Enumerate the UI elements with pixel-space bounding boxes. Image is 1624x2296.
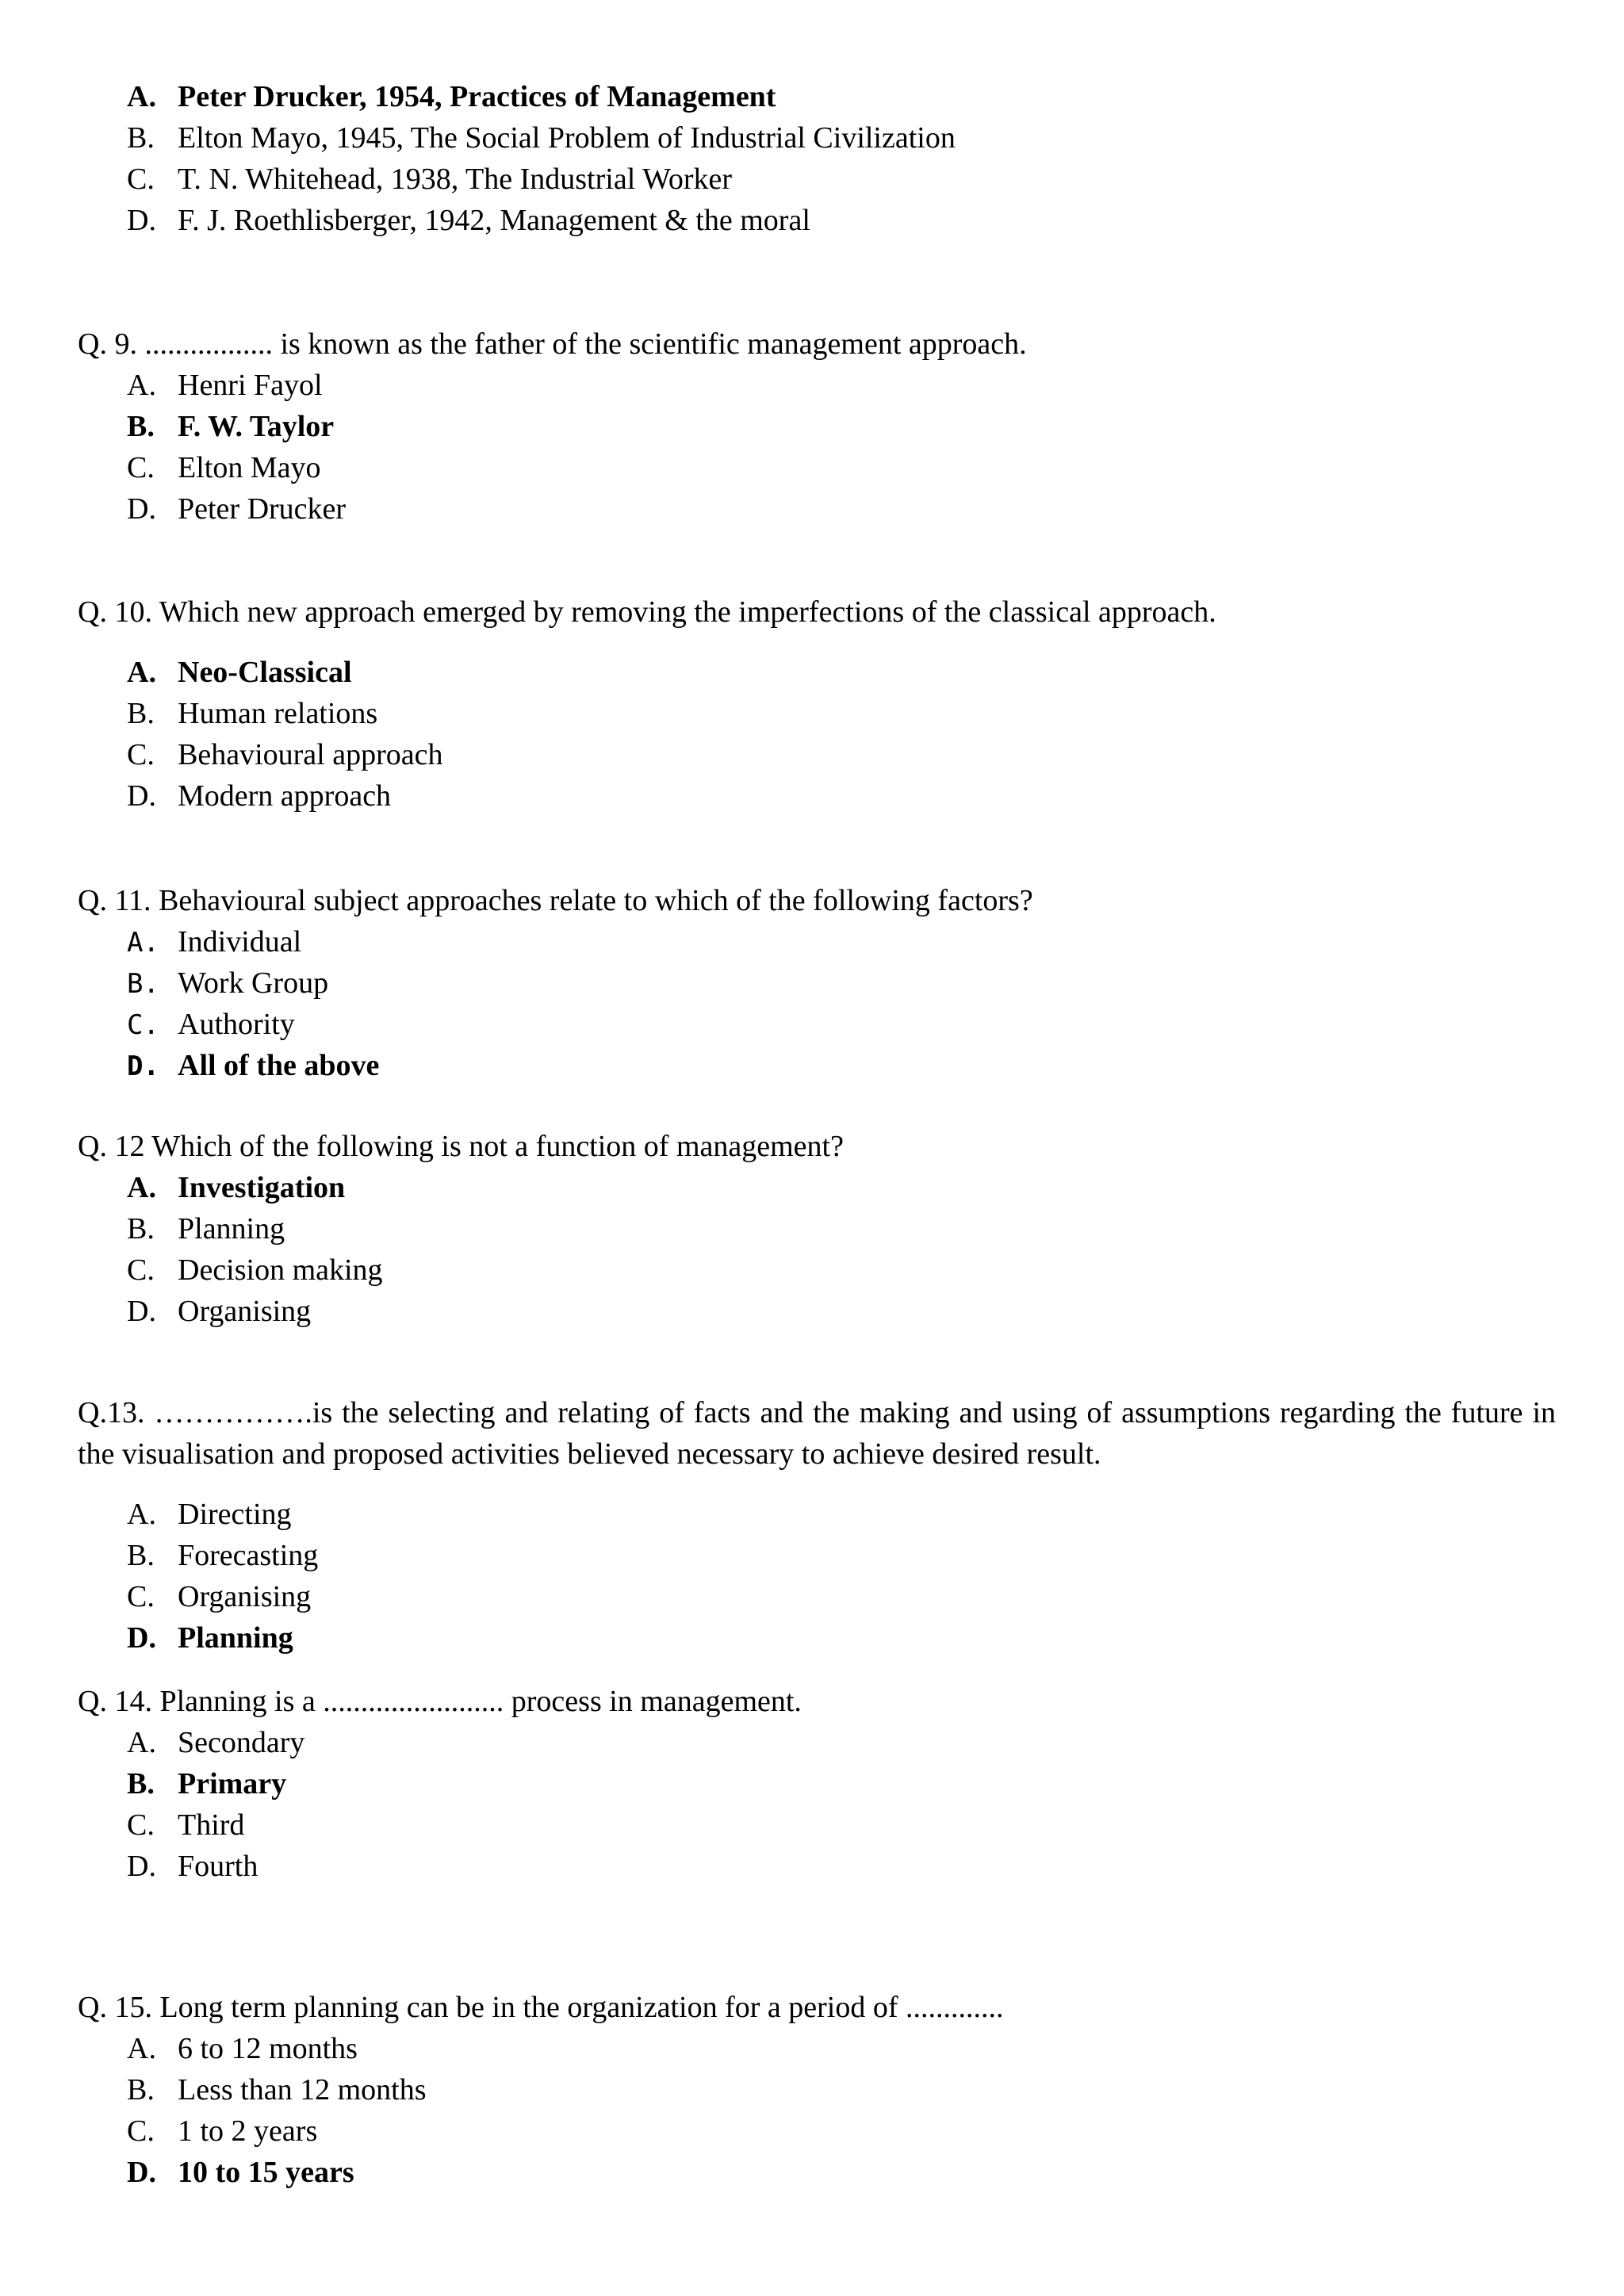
- option-text: 6 to 12 months: [178, 2032, 358, 2065]
- q11-question: Q. 11. Behavioural subject approaches relate to which of the following factors?: [78, 884, 1033, 917]
- option-text: Directing: [178, 1498, 292, 1531]
- option-text: Organising: [178, 1295, 312, 1328]
- option-letter: C.: [127, 2114, 155, 2148]
- option-letter: C.: [127, 1253, 155, 1287]
- option-letter: A.: [127, 927, 159, 959]
- option-letter: C.: [127, 1808, 155, 1842]
- q10-option-c: [127, 734, 442, 775]
- q9-options: [127, 365, 346, 530]
- option-letter: A.: [127, 80, 156, 113]
- option-text: Elton Mayo: [178, 451, 321, 484]
- q15-option-d: [127, 2152, 426, 2193]
- q12-option-c: [127, 1249, 383, 1291]
- q11-option-d: [127, 1045, 379, 1086]
- q10-option-d: [127, 775, 442, 817]
- q13-option-b: [127, 1535, 318, 1576]
- option-letter: C.: [127, 738, 155, 771]
- q15-options: [127, 2028, 426, 2193]
- q10-options: [127, 652, 442, 817]
- option-letter: C.: [127, 451, 155, 484]
- option-text: Primary: [178, 1767, 287, 1800]
- option-letter: B.: [127, 2073, 155, 2107]
- option-text: Organising: [178, 1580, 312, 1613]
- q10-question: Q. 10. Which new approach emerged by removing the imperfections of the classical approach.: [78, 595, 1216, 629]
- option-text: Peter Drucker: [178, 492, 347, 526]
- q10-option-b: [127, 693, 442, 734]
- option-letter: B.: [127, 1212, 155, 1246]
- q9-option-a: [127, 365, 346, 406]
- option-text: Planning: [178, 1621, 293, 1655]
- q14-option-a: [127, 1722, 304, 1763]
- q8-option-a: [127, 76, 956, 117]
- q8-options: [127, 76, 956, 241]
- option-letter: B.: [127, 121, 155, 155]
- option-letter: B.: [127, 1539, 155, 1572]
- q13-question: Q.13. …………….is the selecting and relating of facts and the making and using of assumptions regarding the future in the visualisation and proposed activities believed necessary to achieve desired result.: [78, 1396, 1556, 1471]
- option-letter: A.: [127, 2032, 156, 2065]
- q14-question: Q. 14. Planning is a ........................ process in management.: [78, 1685, 802, 1718]
- q13-option-d: [127, 1617, 318, 1659]
- option-letter: B.: [127, 1767, 155, 1800]
- option-letter: D.: [127, 1850, 156, 1883]
- option-text: Fourth: [178, 1850, 259, 1883]
- option-text: 1 to 2 years: [178, 2114, 318, 2148]
- q11-option-a: [127, 921, 379, 962]
- q9-question: Q. 9. ................. is known as the father of the scientific management approach.: [78, 327, 1027, 361]
- option-letter: B.: [127, 968, 159, 1000]
- option-text: Decision making: [178, 1253, 383, 1287]
- q15-option-b: [127, 2069, 426, 2110]
- q12-option-a: [127, 1167, 383, 1208]
- q9-option-c: [127, 447, 346, 488]
- q12-option-b: [127, 1208, 383, 1249]
- option-text: Work Group: [178, 966, 329, 1000]
- option-text: Neo-Classical: [178, 656, 352, 689]
- q14-option-b: [127, 1763, 304, 1804]
- option-text: F. J. Roethlisberger, 1942, Management & the moral: [178, 204, 810, 237]
- option-letter: A.: [127, 656, 156, 689]
- option-text: All of the above: [178, 1049, 380, 1082]
- option-text: Secondary: [178, 1726, 305, 1759]
- option-text: Forecasting: [178, 1539, 319, 1572]
- q12-options: [127, 1167, 383, 1332]
- q14-option-c: [127, 1804, 304, 1846]
- option-text: 10 to 15 years: [178, 2156, 354, 2189]
- q9-option-d: [127, 488, 346, 530]
- option-letter: A.: [127, 1726, 156, 1759]
- option-letter: C.: [127, 1009, 159, 1041]
- q8-option-b: [127, 117, 956, 159]
- option-letter: D.: [127, 1621, 156, 1655]
- q11-option-c: [127, 1004, 379, 1045]
- q8-option-d: [127, 200, 956, 241]
- q12-option-d: [127, 1291, 383, 1332]
- option-letter: C.: [127, 1580, 155, 1613]
- q13-option-a: [127, 1494, 318, 1535]
- option-text: Less than 12 months: [178, 2073, 427, 2107]
- q13-options: [127, 1494, 318, 1659]
- option-letter: D.: [127, 1050, 159, 1082]
- q15-option-c: [127, 2110, 426, 2152]
- q15-option-a: [127, 2028, 426, 2069]
- option-text: T. N. Whitehead, 1938, The Industrial Worker: [178, 163, 733, 196]
- option-letter: D.: [127, 779, 156, 813]
- q10-option-a: [127, 652, 442, 693]
- option-text: Human relations: [178, 697, 378, 730]
- option-text: Behavioural approach: [178, 738, 443, 771]
- option-text: Individual: [178, 925, 302, 959]
- option-text: Modern approach: [178, 779, 392, 813]
- option-letter: C.: [127, 163, 155, 196]
- q9-option-b: [127, 406, 346, 447]
- option-letter: B.: [127, 697, 155, 730]
- option-letter: D.: [127, 492, 156, 526]
- q15-question: Q. 15. Long term planning can be in the organization for a period of .............: [78, 1991, 1004, 2024]
- option-letter: D.: [127, 1295, 156, 1328]
- q11-option-b: [127, 962, 379, 1004]
- q8-option-c: [127, 159, 956, 200]
- option-text: Peter Drucker, 1954, Practices of Management: [178, 80, 776, 113]
- option-text: Elton Mayo, 1945, The Social Problem of Industrial Civilization: [178, 121, 956, 155]
- option-letter: B.: [127, 410, 155, 443]
- option-letter: A.: [127, 1498, 156, 1531]
- q14-options: [127, 1722, 304, 1887]
- option-letter: D.: [127, 204, 156, 237]
- option-letter: A.: [127, 369, 156, 402]
- option-letter: A.: [127, 1171, 156, 1204]
- q13-option-c: [127, 1576, 318, 1617]
- option-text: Authority: [178, 1008, 295, 1041]
- option-text: F. W. Taylor: [178, 410, 335, 443]
- option-letter: D.: [127, 2156, 156, 2189]
- option-text: Investigation: [178, 1171, 346, 1204]
- q11-options: [127, 921, 379, 1086]
- q14-option-d: [127, 1846, 304, 1887]
- option-text: Henri Fayol: [178, 369, 323, 402]
- option-text: Planning: [178, 1212, 285, 1246]
- option-text: Third: [178, 1808, 245, 1842]
- q12-question: Q. 12 Which of the following is not a function of management?: [78, 1130, 844, 1163]
